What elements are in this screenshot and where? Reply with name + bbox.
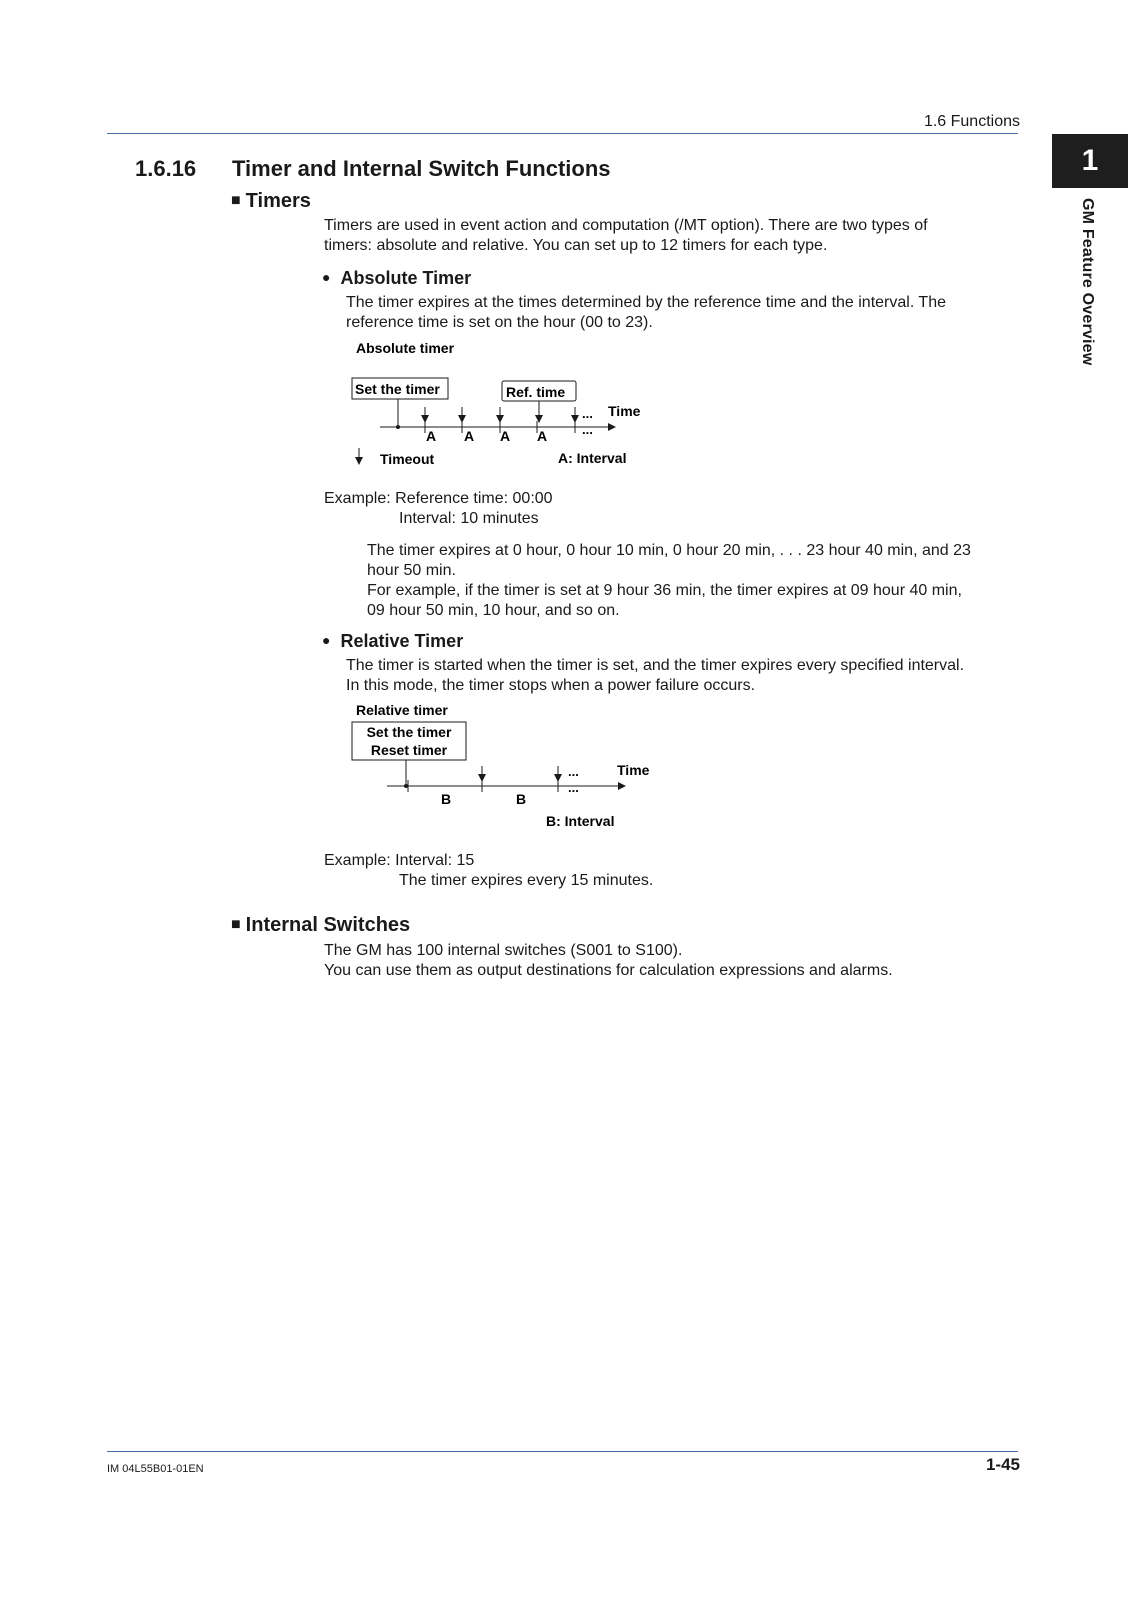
- chapter-tab: 1: [1052, 134, 1128, 188]
- time-label: Time: [617, 762, 650, 778]
- relative-timer-desc: The timer is started when the timer is set, and the timer expires every specified interval. In this mode, the timer stops when a power failure occurs.: [346, 657, 965, 694]
- interval-a: A: [426, 428, 437, 444]
- timers-intro: Timers are used in event action and computation (/MT option). There are two types of timers: absolute and relative. You can set up to 12 timers for each type.: [324, 217, 928, 254]
- set-timer-label: Set the timer: [355, 381, 440, 397]
- side-label: GM Feature Overview: [1079, 198, 1096, 366]
- interval-b: B: [441, 791, 452, 807]
- internal-switches-text: The GM has 100 internal switches (S001 to S100). You can use them as output destinations for calculation expressions and alarms.: [324, 942, 893, 979]
- absolute-diagram-title: Absolute timer: [356, 340, 455, 356]
- absolute-timer-desc: The timer expires at the times determined by the reference time and the interval. The reference time is set on the hour (00 to 23).: [346, 294, 946, 331]
- time-label: Time: [608, 403, 641, 419]
- svg-text:...: ...: [582, 422, 593, 437]
- relative-timer-diagram: [340, 700, 660, 848]
- timeout-label: Timeout: [380, 451, 435, 467]
- interval-legend: A: Interval: [558, 450, 627, 466]
- ref-time-label: Ref. time: [506, 384, 566, 400]
- absolute-timer-heading: ● Absolute Timer: [322, 268, 472, 288]
- absolute-explanation: The timer expires at 0 hour, 0 hour 10 min, 0 hour 20 min, . . . 23 hour 40 min, and 23 hour 50 min. For example, if the timer is set at 9 hour 36 min, the timer expires at 09 hour 40 min, 09 hour 50 min, 10 hour, and so on.: [367, 542, 971, 619]
- relative-example: Example: Interval: 15 The timer expires every 15 minutes.: [324, 852, 654, 889]
- relative-timer-heading: ● Relative Timer: [322, 631, 464, 651]
- absolute-example: Example: Reference time: 00:00 Interval: 10 minutes: [324, 490, 553, 527]
- section-title: Timer and Internal Switch Functions: [232, 156, 611, 181]
- interval-a: A: [464, 428, 475, 444]
- interval-a: A: [500, 428, 511, 444]
- interval-a: A: [537, 428, 548, 444]
- svg-text:...: ...: [568, 764, 579, 779]
- svg-text:...: ...: [568, 780, 579, 795]
- timers-heading: ■ Timers: [231, 190, 311, 212]
- relative-diagram-title: Relative timer: [356, 702, 448, 718]
- footer-rule: [107, 1451, 1018, 1452]
- absolute-timer-diagram: [340, 336, 660, 486]
- reset-timer-label: Reset timer: [370, 742, 448, 758]
- set-timer-label: Set the timer: [366, 724, 452, 740]
- running-head: 1.6 Functions: [923, 113, 1020, 130]
- internal-switches-heading: ■ Internal Switches: [231, 914, 411, 936]
- page-number: 1-45: [985, 1455, 1020, 1474]
- doc-id: IM 04L55B01-01EN: [107, 1463, 204, 1475]
- svg-text:...: ...: [582, 406, 593, 421]
- header-rule: [107, 133, 1018, 134]
- interval-legend: B: Interval: [546, 813, 615, 829]
- interval-b: B: [516, 791, 527, 807]
- section-number: 1.6.16: [135, 156, 197, 181]
